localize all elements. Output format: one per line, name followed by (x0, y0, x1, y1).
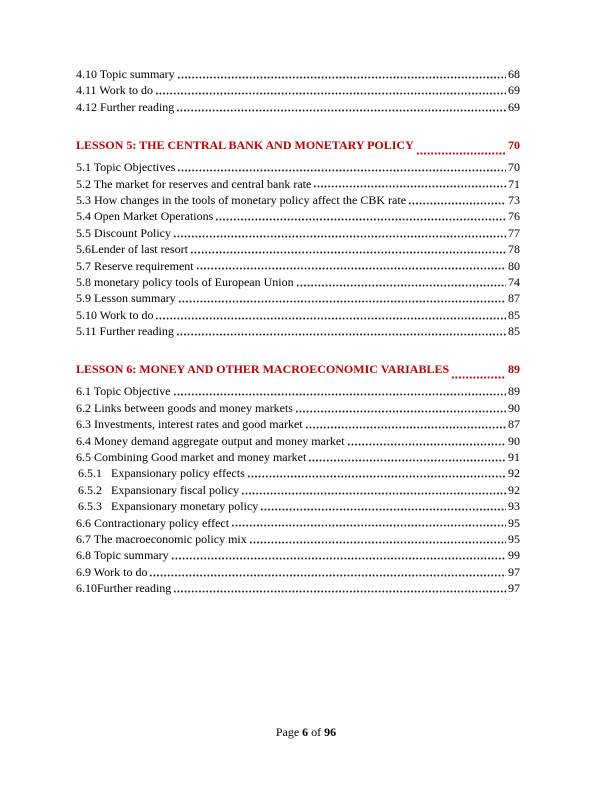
dot-leader (308, 459, 506, 462)
dot-leader (295, 410, 506, 413)
toc-subentry-number: 6.5.3 (78, 499, 102, 514)
toc-entry-label: 6.6 Contractionary policy effect (76, 515, 230, 530)
toc-entry-row (76, 258, 520, 274)
toc-entry-row (76, 515, 520, 531)
dot-leader (178, 300, 506, 303)
toc-page-number: 92 (508, 482, 520, 497)
toc-entry-label: 5.9 Lesson summary (76, 291, 176, 306)
toc-entry-row (76, 383, 520, 399)
toc-page-number: 92 (508, 466, 520, 481)
dot-leader (260, 508, 506, 511)
dot-leader (177, 76, 506, 79)
toc-entry-label: 6.9 Work to do (76, 564, 148, 579)
toc-entry-row (76, 82, 520, 98)
dot-leader (196, 267, 506, 270)
toc-page-number: 89 (508, 384, 520, 399)
toc-entry-label: 5.10 Work to do (76, 307, 154, 322)
page-footer (0, 725, 612, 739)
toc-entry-label: 5.7 Reserve requirement (76, 258, 194, 273)
dot-leader (176, 109, 506, 112)
toc-entry-row (76, 482, 520, 498)
toc-entry-row (76, 66, 520, 82)
toc-entry-label: 5.1 Topic Objectives (76, 160, 176, 175)
toc-page-number: 69 (508, 83, 520, 98)
dot-leader (155, 317, 506, 320)
toc-entry-row (76, 99, 520, 115)
dot-leader (155, 92, 506, 95)
dot-leader (190, 251, 506, 254)
dot-leader (451, 376, 506, 379)
dot-leader (173, 590, 506, 593)
toc-page-number: 76 (508, 209, 520, 224)
dot-leader (305, 426, 506, 429)
toc-entry-label: 4.11 Work to do (76, 83, 154, 98)
dot-leader (173, 393, 506, 396)
toc-entry-row (76, 580, 520, 596)
toc-entry-row (76, 498, 520, 514)
toc-page-number: 68 (508, 67, 520, 81)
toc-entry-row (76, 307, 520, 323)
toc-lesson-heading-label: LESSON 5: THE CENTRAL BANK AND MONETARY POLICY (76, 138, 414, 153)
toc-entry-label: 6.10Further reading (76, 581, 172, 596)
toc-subentry-number: 6.5.2 (78, 482, 102, 497)
toc-entry-label: 5.3 How changes in the tools of monetary policy affect the CBK rate (76, 192, 407, 207)
toc-page-number: 70 (508, 138, 520, 153)
toc-page-number: 70 (508, 160, 520, 175)
toc-page-number: 95 (508, 531, 520, 546)
toc-entry-row (76, 564, 520, 580)
toc-entry-label: 6.5.3 Expansionary monetary policy (78, 499, 259, 514)
toc-entry-row (76, 531, 520, 547)
toc-entry-row (76, 465, 520, 481)
toc-entry-label: 4.12 Further reading (76, 99, 175, 114)
toc-page-number: 93 (508, 499, 520, 514)
toc-entry-label: 5.5 Discount Policy (76, 225, 171, 240)
toc-page-number: 85 (508, 324, 520, 339)
toc-page-number: 99 (508, 548, 520, 563)
dot-leader (296, 284, 506, 287)
toc-entry-label: 6.4 Money demand aggregate output and money market (76, 433, 345, 448)
toc-entry-row (76, 433, 520, 449)
toc-page-number: 97 (508, 564, 520, 579)
toc-entry-row (76, 176, 520, 192)
toc-spacer (76, 115, 520, 131)
toc-entry-label: 6.1 Topic Objective (76, 384, 171, 399)
toc-entry-row (76, 290, 520, 306)
toc-entry-label: 6.2 Links between goods and money markets (76, 400, 293, 415)
toc-entry-row (76, 274, 520, 290)
dot-leader (215, 218, 506, 221)
toc-page-number: 80 (508, 258, 520, 273)
toc-entry-label: 5.2 The market for reserves and central bank rate (76, 176, 312, 191)
footer-current-page-number: 6 (302, 725, 309, 739)
dot-leader (249, 541, 506, 544)
toc-page-number: 97 (508, 581, 520, 596)
dot-leader (408, 202, 506, 205)
toc-page-number: 89 (508, 362, 520, 377)
footer-total-pages-number: 96 (324, 725, 337, 739)
toc-page-number: 69 (508, 99, 520, 114)
dot-leader (416, 152, 506, 155)
toc-spacer (76, 339, 520, 355)
toc-page-number: 71 (508, 176, 520, 191)
dot-leader (313, 185, 506, 188)
toc-entry-label: 6.5.2 Expansionary fiscal policy (78, 482, 239, 497)
toc-entry-row (76, 159, 520, 175)
toc-entry-row (76, 400, 520, 416)
toc-page-number: 87 (508, 291, 520, 306)
dot-leader (177, 169, 506, 172)
toc-page-number: 73 (508, 192, 520, 207)
toc-subentry-number: 6.5.1 (78, 466, 102, 481)
footer-page-label: Page (275, 725, 300, 739)
toc-page-number: 87 (508, 417, 520, 432)
toc-entry-label: 4.10 Topic summary (76, 67, 175, 81)
table-of-contents (76, 66, 520, 597)
toc-entry-label: 5.11 Further reading (76, 324, 174, 339)
toc-entry-row (76, 241, 520, 257)
toc-page-number: 74 (508, 274, 520, 289)
toc-entry-label: 5.8 monetary policy tools of European Union (76, 274, 294, 289)
toc-entry-row (76, 208, 520, 224)
toc-page-number: 85 (508, 307, 520, 322)
toc-entry-label: 5.6Lender of last resort (76, 242, 188, 257)
toc-lesson-heading-row (76, 132, 520, 160)
toc-lesson-heading-row (76, 356, 520, 384)
toc-entry-label: 6.3 Investments, interest rates and good market (76, 417, 303, 432)
dot-leader (171, 557, 506, 560)
toc-entry-row (76, 225, 520, 241)
toc-entry-row (76, 192, 520, 208)
toc-lesson-heading-label: LESSON 6: MONEY AND OTHER MACROECONOMIC VARIABLES (76, 362, 450, 377)
toc-entry-row (76, 547, 520, 563)
toc-page-number: 77 (508, 225, 520, 240)
toc-entry-row (76, 449, 520, 465)
toc-entry-row (76, 323, 520, 339)
toc-entry-label: 6.5.1 Expansionary policy effects (78, 466, 245, 481)
toc-page-number: 90 (508, 433, 520, 448)
dot-leader (149, 574, 506, 577)
toc-entry-label: 6.7 The macroeconomic policy mix (76, 531, 247, 546)
toc-entry-label: 6.5 Combining Good market and money market (76, 450, 307, 464)
toc-page-number: 95 (508, 515, 520, 530)
toc-entry-label: 6.8 Topic summary (76, 548, 169, 563)
toc-page-number: 91 (508, 450, 520, 464)
footer-of-label: of (311, 725, 322, 739)
dot-leader (347, 443, 506, 446)
dot-leader (173, 235, 506, 238)
dot-leader (176, 333, 506, 336)
toc-entry-label: 5.4 Open Market Operations (76, 209, 214, 224)
dot-leader (241, 492, 506, 495)
toc-entry-row (76, 416, 520, 432)
dot-leader (231, 524, 506, 527)
toc-page-number: 78 (508, 242, 520, 257)
dot-leader (247, 475, 506, 478)
toc-page-number: 90 (508, 400, 520, 415)
